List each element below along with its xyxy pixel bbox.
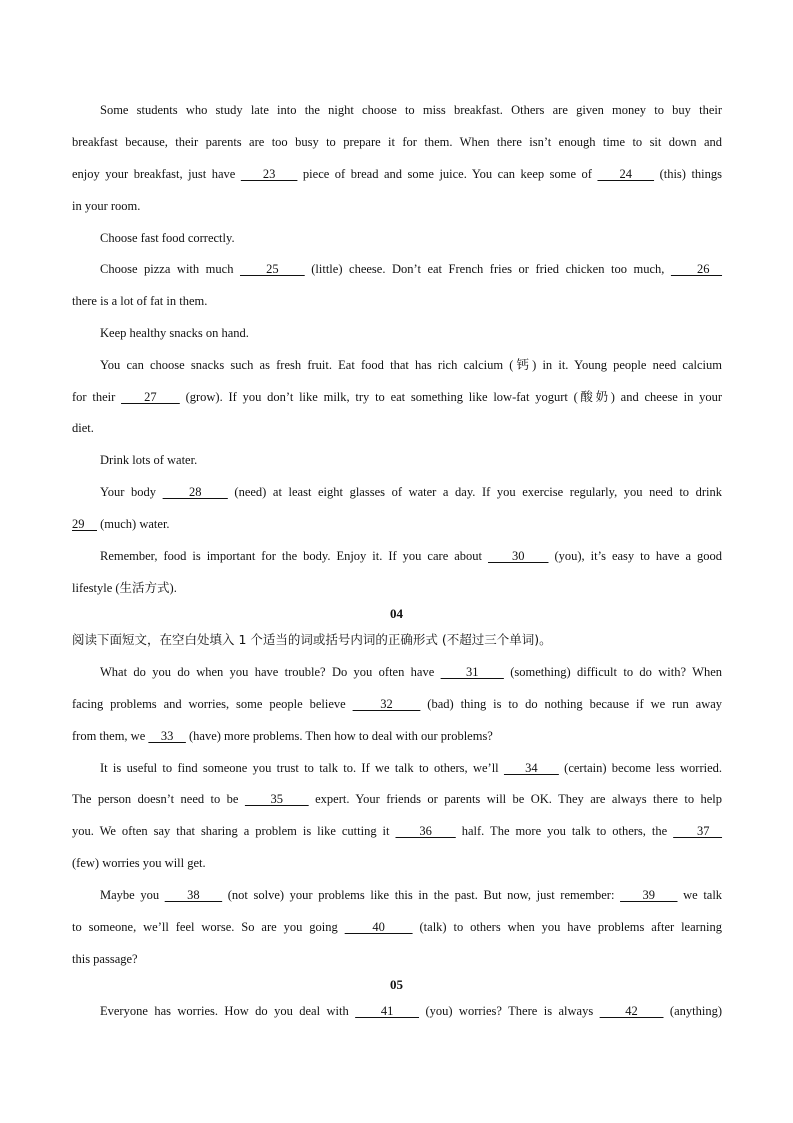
text-line: in your room. [72,199,141,213]
text-line: It is useful to find someone you trust to talk to. If we talk to others, we’ll 34 (certain) become less worried. [100,761,723,775]
text-line: What do you do when you have trouble? Do you often have 31 (something) difficult to do with? When [100,665,722,679]
blank-32[interactable]: 32 [352,697,421,711]
text-line: Choose pizza with much 25 (little) cheese. Don’t eat French fries or fried chicken too much, 26 [100,262,723,276]
text-line: Everyone has worries. How do you deal with 41 (you) worries? There is always 42 (anything) [100,1004,722,1018]
blank-36[interactable]: 36 [395,824,456,838]
text-line: there is a lot of fat in them. [72,294,208,308]
text-line: to someone, we’ll feel worse. So are you going 40 (talk) to others when you have problems after learning [72,920,723,934]
blank-34[interactable]: 34 [503,761,559,775]
text-line: You can choose snacks such as fresh fruit. Eat food that has rich calcium (钙) in it. Young people need calcium [100,358,722,372]
blank-42[interactable]: 42 [599,1004,664,1018]
blank-33[interactable]: 33 [148,729,186,743]
instruction-text: 阅读下面短文，在空白处填入 1 个适当的词或括号内词的正确形式 (不超过三个单词)。 [72,632,552,647]
text-line: facing problems and worries, some people believe 32 (bad) thing is to do nothing because if we run away [72,697,723,711]
text-line: Remember, food is important for the body. Enjoy it. If you care about 30 (you), it’s easy to have a good [100,549,723,563]
text-line: for their 27 (grow). If you don’t like milk, try to eat something like low-fat yogurt (酸奶) and cheese in your [72,390,723,404]
text-line: this passage? [72,952,138,966]
blank-39[interactable]: 39 [620,888,678,902]
blank-29[interactable]: 29 [72,517,97,531]
text-line: enjoy your breakfast, just have 23 piece of bread and some juice. You can keep some of 24 (this) things [72,167,723,181]
text-line: Your body 28 (need) at least eight glasses of water a day. If you exercise regularly, you need to drink [100,485,723,499]
blank-24[interactable]: 24 [597,167,655,181]
blank-30[interactable]: 30 [488,549,549,563]
blank-23[interactable]: 23 [240,167,298,181]
text-line: (few) worries you will get. [72,856,206,870]
text-line: breakfast because, their parents are too busy to prepare it for them. When there isn’t enough time to sit down and [72,135,722,149]
text-line: diet. [72,421,94,435]
section-number: 05 [390,977,403,992]
text-line: you. We often say that sharing a problem is like cutting it 36 half. The more you talk to others, the 37 [72,824,723,838]
blank-35[interactable]: 35 [244,792,309,806]
text-line: Some students who study late into the night choose to miss breakfast. Others are given money to buy their [100,103,722,117]
subheading: Choose fast food correctly. [100,231,235,245]
text-line: from them, we 33 (have) more problems. Then how to deal with our problems? [72,729,493,743]
subheading: Drink lots of water. [100,453,198,467]
blank-31[interactable]: 31 [440,665,504,679]
text-line: 29 (much) water. [72,517,170,531]
blank-37[interactable]: 37 [673,824,723,838]
section-number: 04 [390,606,403,621]
text-line: lifestyle (生活方式). [72,581,177,595]
blank-41[interactable]: 41 [355,1004,420,1018]
text-line: The person doesn’t need to be 35 expert. Your friends or parents will be OK. They are always there to help [72,792,723,806]
blank-27[interactable]: 27 [121,390,180,404]
blank-38[interactable]: 38 [164,888,223,902]
blank-28[interactable]: 28 [162,485,228,499]
text-line: Maybe you 38 (not solve) your problems like this in the past. But now, just remember: 39 we talk [100,888,723,902]
blank-40[interactable]: 40 [344,920,413,934]
subheading: Keep healthy snacks on hand. [100,326,249,340]
blank-25[interactable]: 25 [239,262,305,276]
blank-26[interactable]: 26 [670,262,723,276]
